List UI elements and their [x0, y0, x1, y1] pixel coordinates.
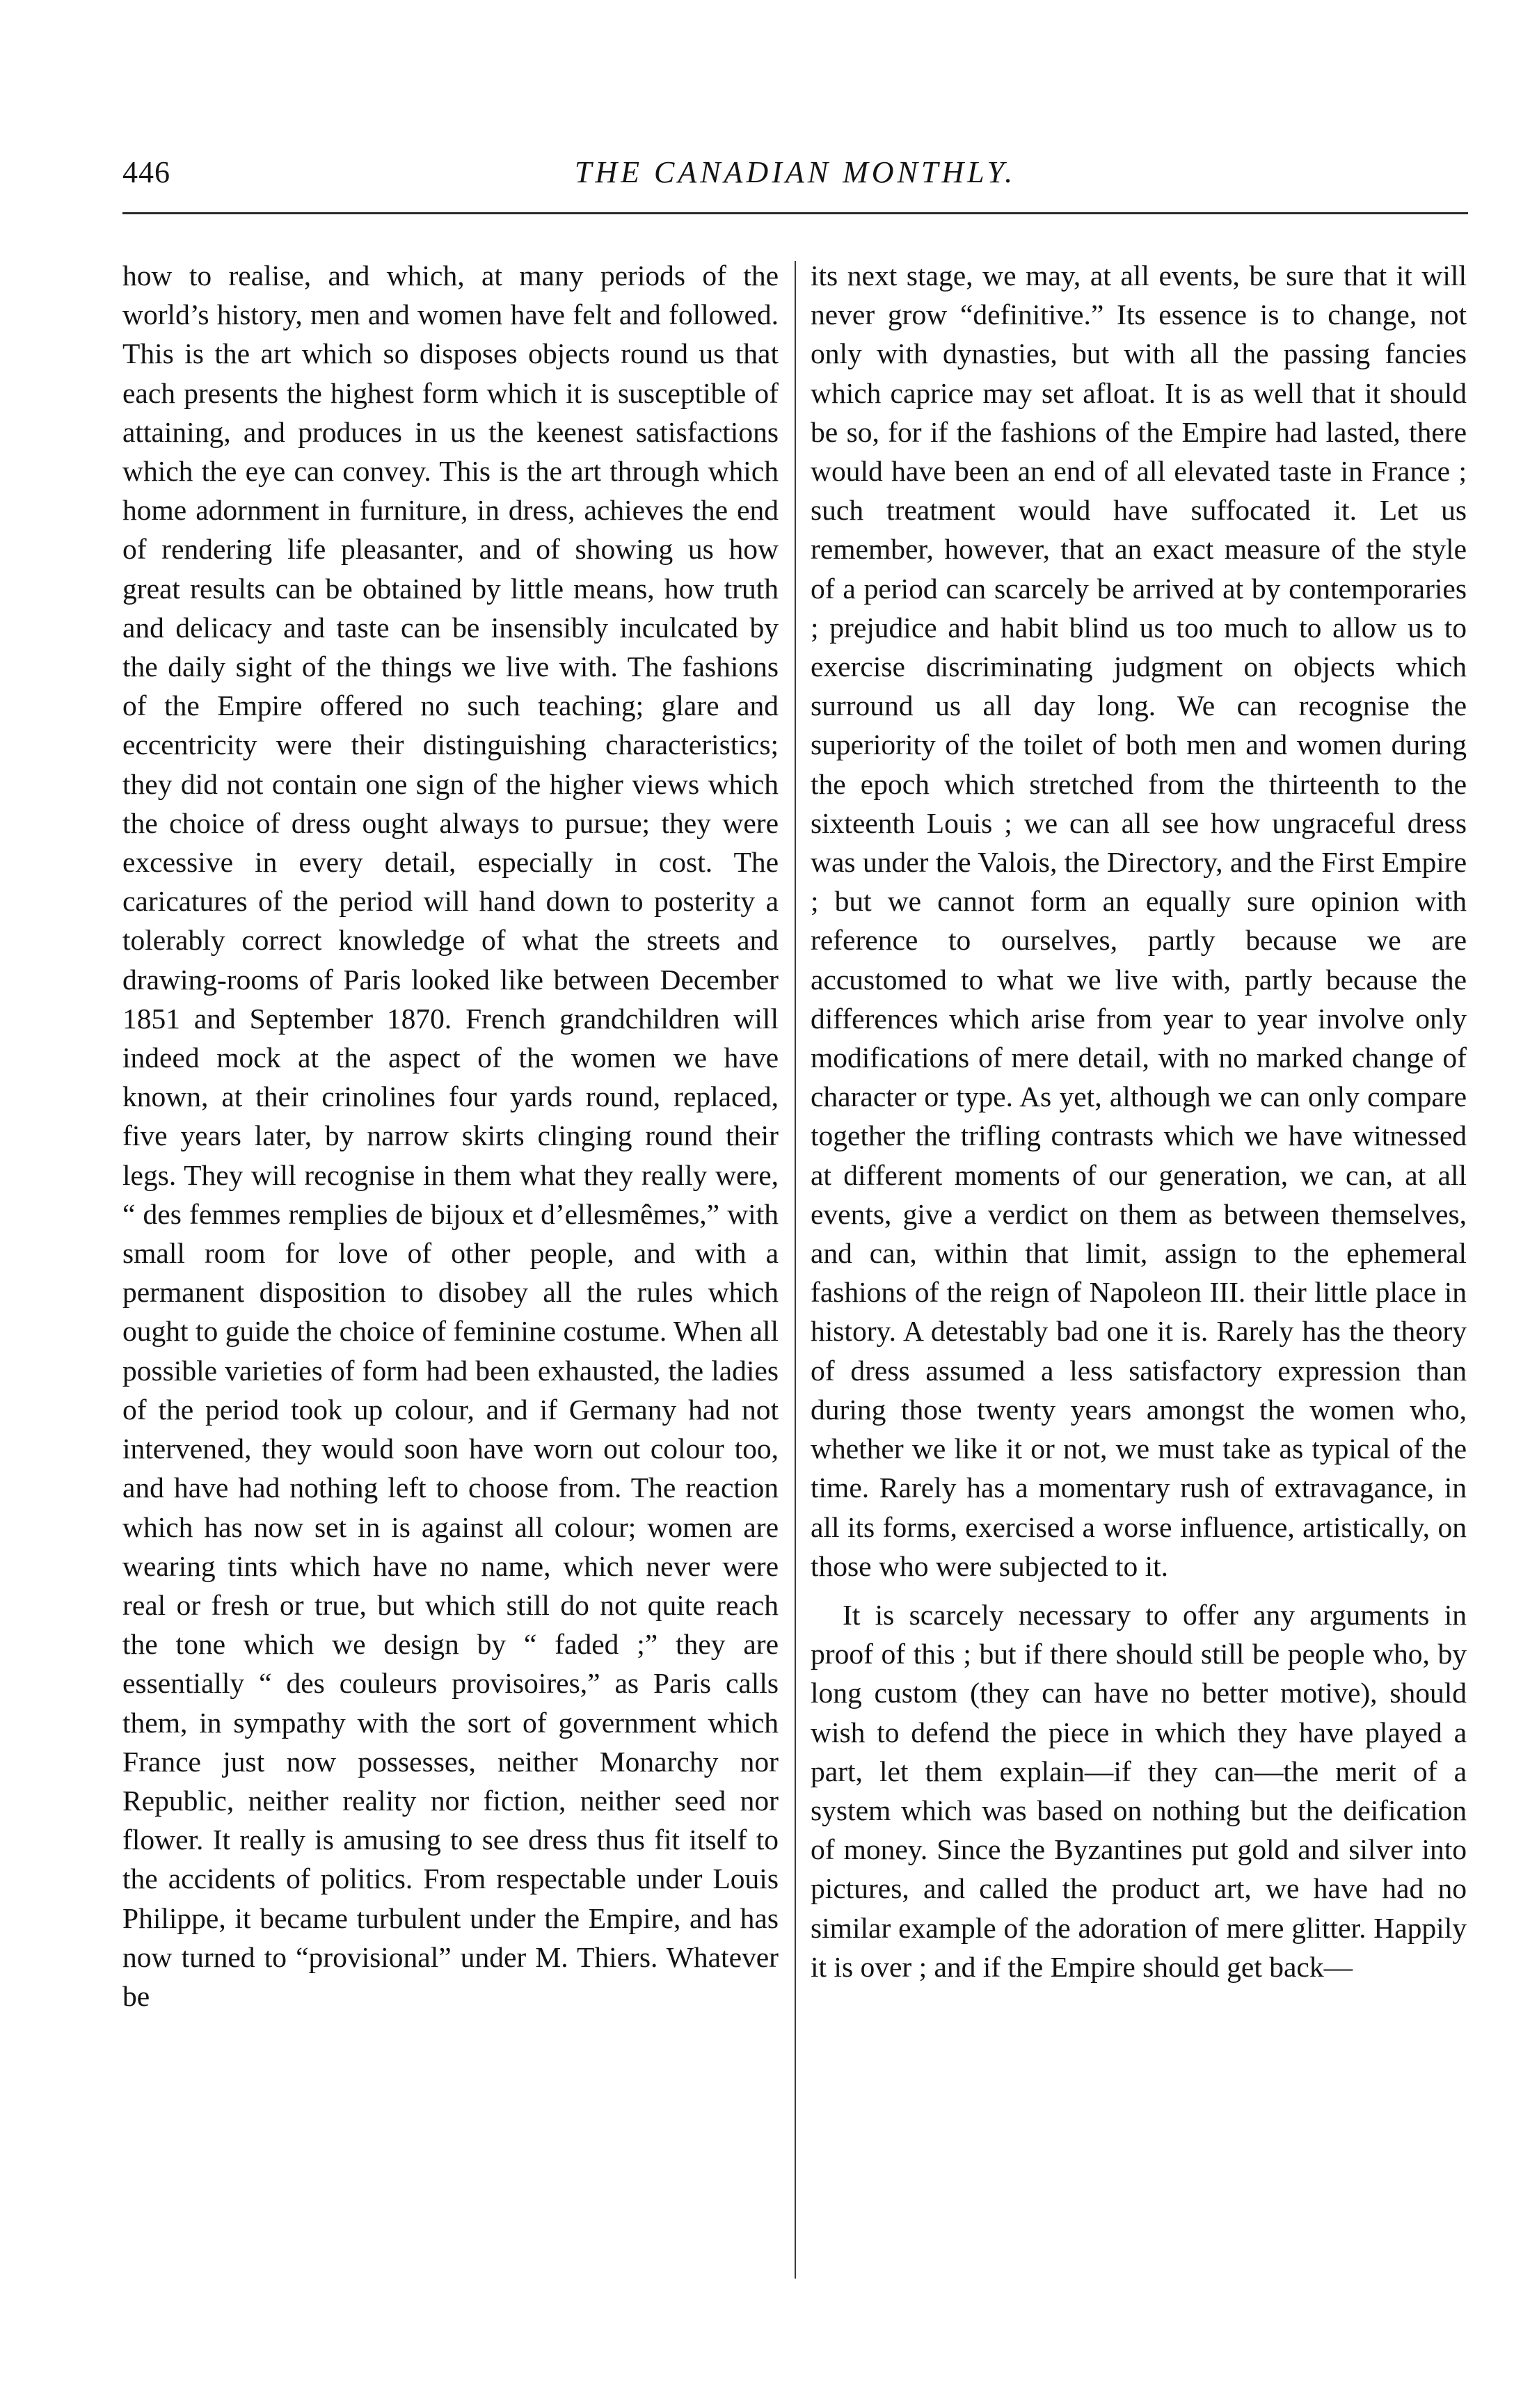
page-header — [122, 154, 1468, 196]
left-column — [122, 256, 779, 2016]
left-column-paragraph-1: how to realise, and which, at many periods of the world’s history, men and women have felt and followed. This is the art which so disposes objects round us that each presents the highest form which it is susceptible of attaining, and produces in us the keenest satisfactions which the eye can convey. This is the art through which home adornment in furniture, in dress, achieves the end of rendering life pleasanter, and of showing us how great results can be obtained by little means, how truth and delicacy and taste can be insensibly inculcated by the daily sight of the things we live with. The fashions of the Empire offered no such teaching; glare and eccentricity were their distinguishing characteristics; they did not contain one sign of the higher views which the choice of dress ought always to pursue; they were excessive in every detail, especially in cost. The caricatures of the period will hand down to posterity a tolerably correct knowledge of what the streets and drawing-rooms of Paris looked like between December 1851 and September 1870. French grandchildren will indeed mock at the aspect of the women we have known, at their crinolines four yards round, replaced, five years later, by narrow skirts clinging round their legs. They will recognise in them what they really were, “ des femmes remplies de bijoux et d’ellesmêmes,” with small room for love of other people, and with a permanent disposition to disobey all the rules which ought to guide the choice of feminine costume. When all possible varieties of form had been exhausted, the ladies of the period took up colour, and if Germany had not intervened, they would soon have worn out colour too, and have had nothing left to choose from. The reaction which has now set in is against all colour; women are wearing tints which have no name, which never were real or fresh or true, but which still do not quite reach the tone which we design by “ faded ;” they are essentially “ des couleurs provisoires,” as Paris calls them, in sympathy with the sort of government which France just now possesses, neither Monarchy nor Republic, neither reality nor fiction, neither seed nor flower. It really is amusing to see dress thus fit itself to the accidents of politics. From respectable under Louis Philippe, it became turbulent under the Empire, and has now turned to “provisional” under M. Thiers. Whatever be — [122, 260, 779, 2012]
right-column-paragraph-1: its next stage, we may, at all events, be sure that it will never grow “definitive.” Its essence is to change, not only with dynasties, but with all the passing fancies which caprice may set afloat. It is as well that it should be so, for if the fashions of the Empire had lasted, there would have been an end of all elevated taste in France ; such treatment would have suffocated it. Let us remember, however, that an exact measure of the style of a period can scarcely be arrived at by contemporaries ; prejudice and habit blind us too much to allow us to exercise discriminating judgment on objects which surround us all day long. We can recognise the superiority of the toilet of both men and women during the epoch which stretched from the thirteenth to the sixteenth Louis ; we can all see how ungraceful dress was under the Valois, the Directory, and the First Empire ; but we cannot form an equally sure opinion with reference to ourselves, partly because we are accustomed to what we live with, partly because the differences which arise from year to year involve only modifications of mere detail, with no marked change of character or type. As yet, although we can only compare together the trifling contrasts which we have witnessed at different moments of our generation, we can, at all events, give a verdict on them as between themselves, and can, within that limit, assign to the ephemeral fashions of the reign of Napoleon III. their little place in history. A detestably bad one it is. Rarely has the theory of dress assumed a less satisfactory expression than during those twenty years amongst the women who, whether we like it or not, we must take as typical of the time. Rarely has a momentary rush of extravagance, in all its forms, exercised a worse influence, artistically, on those who were subjected to it. — [811, 260, 1467, 1582]
running-title: THE CANADIAN MONTHLY. — [574, 155, 1017, 189]
right-column-paragraph-2: It is scarcely necessary to offer any arguments in proof of this ; but if there should still be people who, by long custom (they can have no better motive), should wish to defend the piece in which they have played a part, let them explain—if they can—the merit of a system which was based on nothing but the deification of money. Since the Byzantines put gold and silver into pictures, and called the product art, we have had no similar example of the adoration of mere glitter. Happily it is over ; and if the Empire should get back— — [811, 1598, 1467, 1983]
header-rule — [122, 212, 1468, 214]
right-column — [811, 256, 1467, 1986]
column-divider — [795, 261, 796, 2279]
page-number: 446 — [122, 155, 170, 189]
